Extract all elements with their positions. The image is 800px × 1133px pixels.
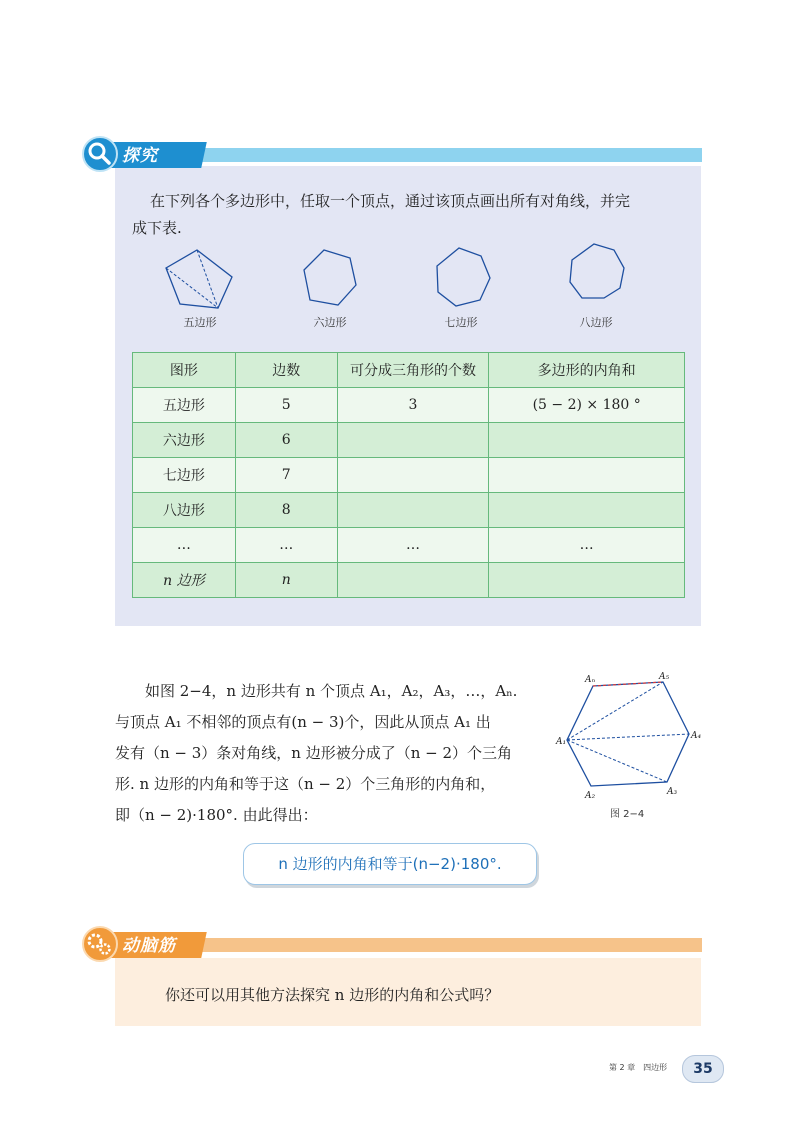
- vertex-label-a4: A₄: [691, 731, 702, 741]
- table-cell: 8: [235, 493, 337, 528]
- table-header-row: [133, 353, 685, 388]
- table-header-cell: 可分成三角形的个数: [337, 353, 489, 388]
- table-cell: n: [235, 563, 337, 598]
- table-cell: (5 − 2) × 180 °: [489, 388, 685, 423]
- polygon-label-pentagon: 五边形: [183, 316, 217, 329]
- think-question: 你还可以用其他方法探究 n 边形的内角和公式吗？: [165, 986, 500, 1004]
- pentagon-shape: [166, 250, 232, 308]
- think-header: [86, 934, 702, 960]
- polygon-label-octagon: 八边形: [579, 316, 613, 329]
- footer-chapter: 第 2 章 四边形: [609, 1063, 668, 1072]
- polygon-label-hexagon: 六边形: [313, 316, 347, 329]
- figure-caption: 图 2−4: [610, 809, 645, 820]
- table-row: [133, 563, 685, 598]
- table-cell: [489, 423, 685, 458]
- table-row: [133, 493, 685, 528]
- gears-icon: [80, 924, 120, 964]
- table-cell: 7: [235, 458, 337, 493]
- hexagon-shape: [304, 250, 356, 305]
- main-line: 即（n − 2)·180°. 由此得出：: [115, 806, 318, 824]
- polygon-table: [132, 352, 685, 598]
- vertex-label-a2: A₂: [585, 791, 596, 801]
- table-cell: 3: [337, 388, 489, 423]
- table-row: [133, 388, 685, 423]
- main-paragraph: [115, 676, 555, 831]
- table-cell: [337, 423, 489, 458]
- magnifier-icon: [80, 134, 120, 174]
- vertex-label-a1: A₁: [556, 737, 567, 747]
- table-cell: [337, 563, 489, 598]
- vertex-label-a3: A₃: [667, 787, 678, 797]
- octagon-shape: [570, 244, 624, 298]
- explore-intro-line2: 成下表.: [132, 219, 182, 237]
- table-header-cell: 多边形的内角和: [489, 353, 685, 388]
- table-row: [133, 423, 685, 458]
- explore-header-label: 探究: [122, 146, 158, 166]
- table-cell: n 边形: [133, 563, 236, 598]
- main-line: 如图 2−4，n 边形共有 n 个顶点 A₁，A₂，A₃，…，Aₙ.: [145, 682, 518, 700]
- table-cell: …: [489, 528, 685, 563]
- table-cell: [489, 563, 685, 598]
- formula-box: n 边形的内角和等于(n−2)·180°.: [243, 843, 537, 885]
- figure-2-4: [555, 668, 715, 803]
- table-cell: 六边形: [133, 423, 236, 458]
- table-header-cell: 边数: [235, 353, 337, 388]
- think-header-label: 动脑筋: [122, 936, 176, 956]
- table-cell: [489, 493, 685, 528]
- table-row: [133, 458, 685, 493]
- vertex-label-an: Aₙ: [585, 675, 596, 685]
- table-cell: …: [133, 528, 236, 563]
- table-cell: 七边形: [133, 458, 236, 493]
- table-cell: …: [337, 528, 489, 563]
- explore-header: [86, 144, 702, 170]
- table-header-cell: 图形: [133, 353, 236, 388]
- table-row: [133, 528, 685, 563]
- table-cell: 6: [235, 423, 337, 458]
- main-line: 与顶点 A₁ 不相邻的顶点有(n − 3)个，因此从顶点 A₁ 出: [115, 713, 491, 731]
- table-cell: 五边形: [133, 388, 236, 423]
- table-cell: 八边形: [133, 493, 236, 528]
- heptagon-shape: [437, 248, 490, 306]
- polygon-label-heptagon: 七边形: [444, 316, 478, 329]
- vertex-label-a5: A₅: [659, 672, 670, 682]
- table-cell: …: [235, 528, 337, 563]
- table-cell: [337, 458, 489, 493]
- table-cell: 5: [235, 388, 337, 423]
- main-line: 发有（n − 3）条对角线，n 边形被分成了（n − 2）个三角: [115, 744, 513, 762]
- explore-intro-line1: 在下列各个多边形中，任取一个顶点，通过该顶点画出所有对角线，并完: [150, 192, 631, 210]
- polygons-figure: [150, 240, 690, 320]
- main-line: 形. n 边形的内角和等于这（n − 2）个三角形的内角和，: [115, 775, 496, 793]
- page-number: 35: [682, 1055, 724, 1083]
- table-cell: [337, 493, 489, 528]
- table-cell: [489, 458, 685, 493]
